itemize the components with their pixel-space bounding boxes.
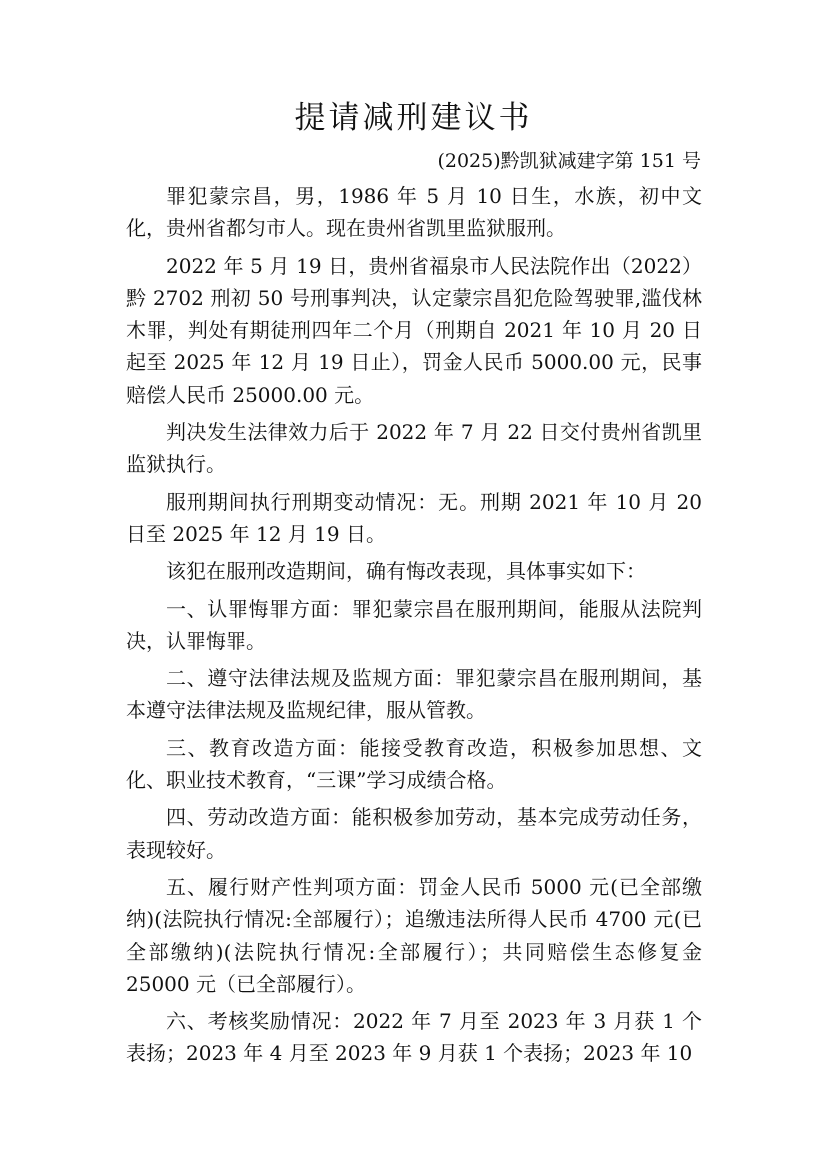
paragraph-rewards: 六、考核奖励情况：2022 年 7 月至 2023 年 3 月获 1 个表扬；2023 年 4 月至 2023 年 9 月获 1 个表扬；2023 年 10 (126, 1009, 702, 1066)
paragraph-labor: 四、劳动改造方面：能积极参加劳动，基本完成劳动任务，表现较好。 (126, 805, 702, 862)
paragraph-education: 三、教育改造方面：能接受教育改造，积极参加思想、文化、职业技术教育，“三课”学习成绩合格。 (126, 735, 702, 793)
paragraph-execution: 判决发生法律效力后于 2022 年 7 月 22 日交付贵州省凯里监狱执行。 (126, 420, 702, 477)
paragraph-property: 五、履行财产性判项方面：罚金人民币 5000 元(已全部缴纳)(法院执行情况:全部履行）；追缴违法所得人民币 4700 元(已全部缴纳)(法院执行情况:全部履行）；共同赔偿生态修复金 25000 元（已全部履行）。 (126, 874, 702, 996)
paragraph-sentence-change: 服刑期间执行刑期变动情况：无。刑期 2021 年 10 月 20 日至 2025 年 12 月 19 日。 (126, 489, 702, 546)
document-number: (2025)黔凯狱减建字第 151 号 (437, 150, 701, 172)
paragraph-judgment: 2022 年 5 月 19 日，贵州省福泉市人民法院作出（2022）黔 2702 刑初 50 号刑事判决，认定蒙宗昌犯危险驾驶罪,滥伐林木罪，判处有期徒刑四年二个月（刑期自 2021 年 10 月 20 日起至 2025 年 12 月 19 日止），罚金人民币 5000.00 元，民事赔偿人民币 25000.00 元。 (126, 253, 702, 407)
document-body (126, 180, 702, 1075)
paragraph-repentance-intro: 该犯在服刑改造期间，确有悔改表现，具体事实如下： (166, 559, 646, 584)
paragraph-criminal-info: 罪犯蒙宗昌，男，1986 年 5 月 10 日生，水族，初中文化，贵州省都匀市人。现在贵州省凯里监狱服刑。 (126, 184, 702, 241)
document-title: 提请减刑建议书 (294, 100, 533, 136)
paragraph-confession: 一、认罪悔罪方面：罪犯蒙宗昌在服刑期间，能服从法院判决，认罪悔罪。 (126, 596, 702, 653)
paragraph-compliance: 二、遵守法律法规及监规方面：罪犯蒙宗昌在服刑期间，基本遵守法律法规及监规纪律，服从管教。 (126, 666, 702, 723)
